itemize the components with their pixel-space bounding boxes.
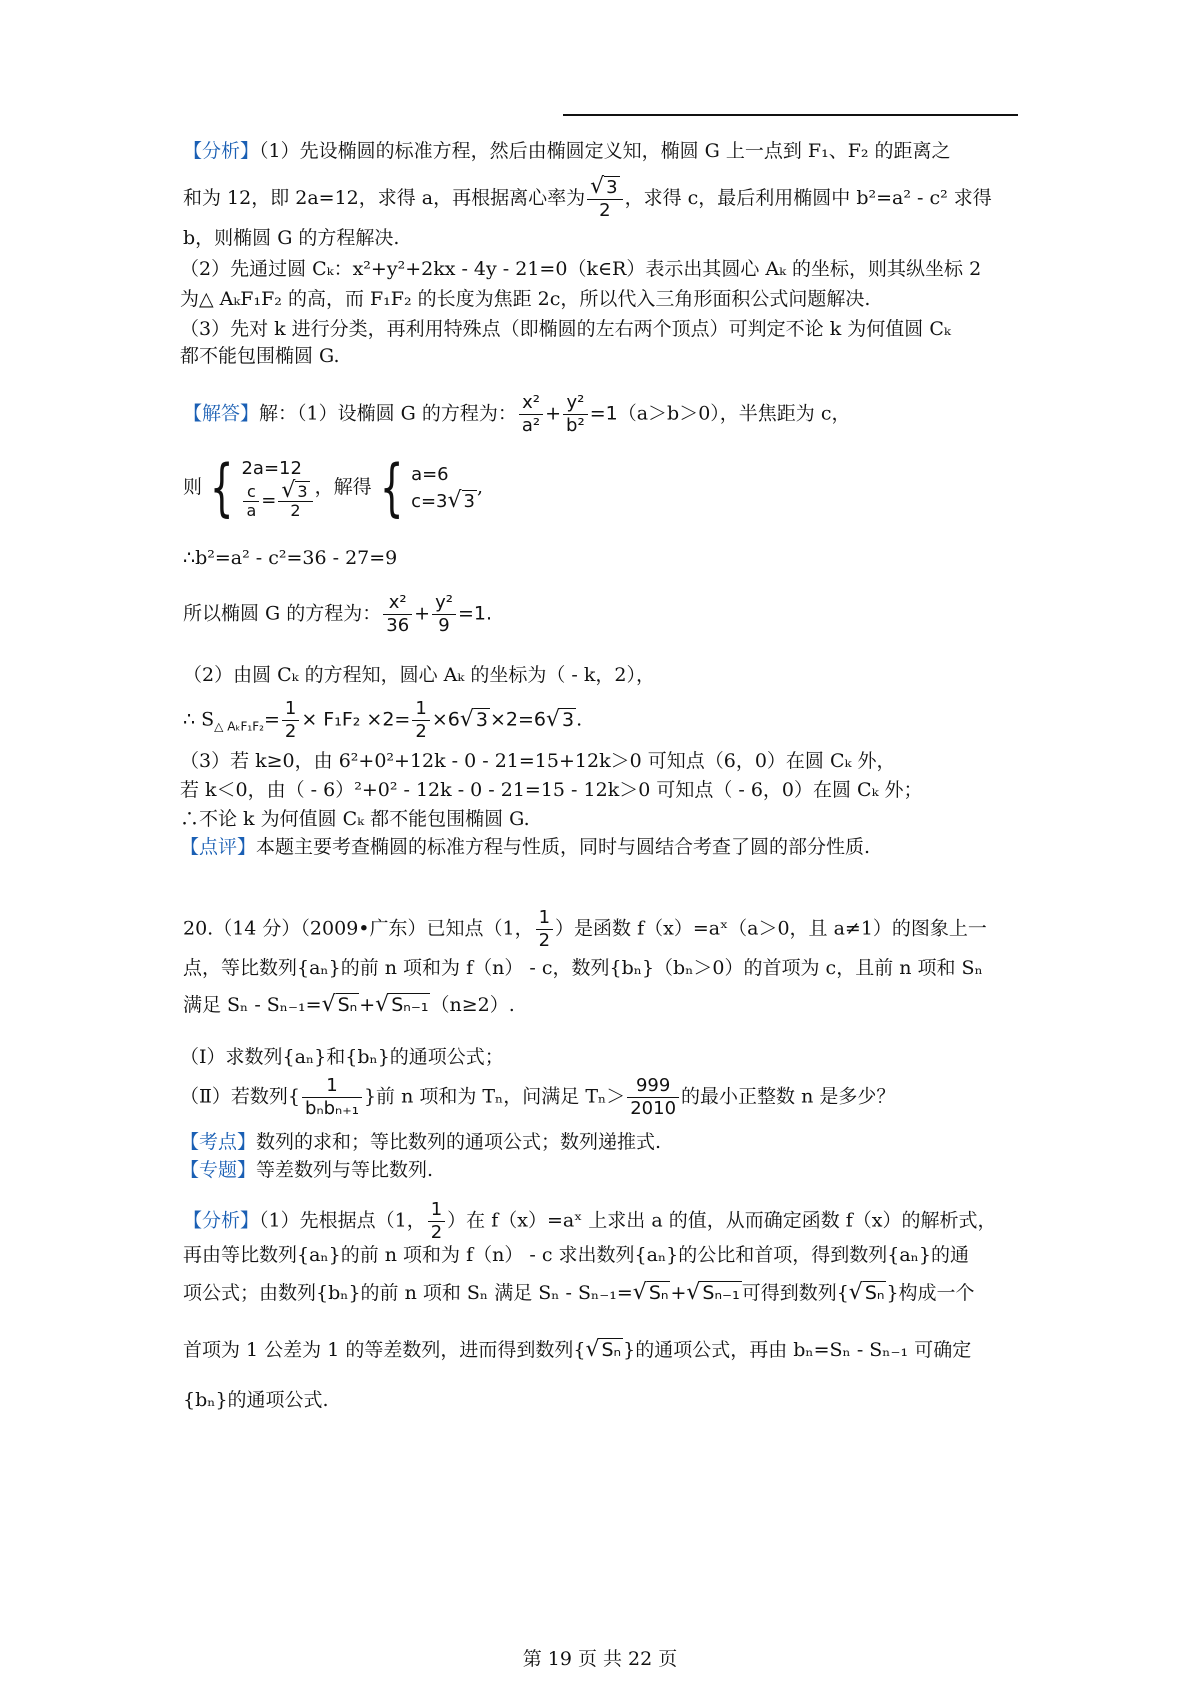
analysis-line: 【分析】（1）先设椭圆的标准方程，然后由椭圆定义知，椭圆 G 上一点到 F₁、F₂ 的距离之 xyxy=(183,140,951,162)
zhuanti-line: 【专题】等差数列与等比数列. xyxy=(180,1159,434,1181)
analysis-line: b，则椭圆 G 的方程解决. xyxy=(183,227,400,249)
page-footer: 第 19 页 共 22 页 xyxy=(522,1648,678,1670)
analysis-tag: 【分析】 xyxy=(183,1209,260,1232)
question-line: （Ⅰ）求数列{aₙ}和{bₙ}的通项公式； xyxy=(180,1046,504,1068)
analysis-line: 和为 12，即 2a=12，求得 a，再根据离心率为 $\frac{√ 3}{2}$ ，求得 c，最后利用椭圆中 b²=a² - c² 求得 xyxy=(183,174,992,221)
analysis-line: 项公式；由数列{bₙ}的前 n 项和 Sₙ 满足 Sₙ - Sₙ₋₁=√ Sₙ +√ Sₙ₋₁ 可得到数列{√ Sₙ }构成一个 xyxy=(183,1280,975,1305)
answer-line: ∴b²=a² - c²=36 - 27=9 xyxy=(183,547,398,569)
kaodian-tag: 【考点】 xyxy=(180,1131,257,1153)
fraction: $\frac{√ 3}{2}$ xyxy=(587,176,622,222)
answer-blank-line xyxy=(563,114,1018,116)
answer-line: （3）若 k≥0，由 6²+0²+12k - 0 - 21=15+12k＞0 可知点（6，0）在圆 Cₖ 外， xyxy=(180,750,896,772)
question-line: 点，等比数列{aₙ}的前 n 项和为 f（n） - c，数列{bₙ}（bₙ＞0）的首项为 c，且前 n 项和 Sₙ xyxy=(183,957,983,979)
question-line: （Ⅱ）若数列{ $\frac{1}{\text{bₙbₙ₊₁}}$ }前 n 项和为 Tₙ，问满足 Tₙ＞ $\frac{999}{2010}$ 的最小正整数 n 是多少？ xyxy=(180,1075,896,1119)
answer-line: ∴不论 k 为何值圆 Cₖ 都不能包围椭圆 G. xyxy=(180,808,530,830)
analysis-line: 首项为 1 公差为 1 的等差数列，进而得到数列{√ Sₙ }的通项公式，再由 bₙ=Sₙ - Sₙ₋₁ 可确定 xyxy=(183,1337,972,1362)
answer-line: 【解答】解：（1）设椭圆 G 的方程为： $\frac{\text{x²}}{\text{a²}}$ + $\frac{\text{y²}}{\text{b²}}$ =1（a＞b＞0），半焦距为 c， xyxy=(183,392,851,436)
system-line: 则 { 2a=12 $\frac{c}{a}$ = $\frac{√ 3}{2}$ ，解得 { a=6 c=3√ 3 , xyxy=(183,451,484,524)
comment-tag: 【点评】 xyxy=(180,836,257,858)
answer-line: ∴ $S_{\triangle A_kF_1F_2}=$ $\frac{1}{2}$ × F₁F₂ ×2= $\frac{1}{2}$ ×6√ 3 ×2=6√ 3 . xyxy=(183,698,583,742)
analysis-line: （2）先通过圆 Cₖ：x²+y²+2kx - 4y - 21=0（k∈R）表示出其圆心 Aₖ 的坐标，则其纵坐标 2 xyxy=(180,258,982,280)
question-line: 满足 Sₙ - Sₙ₋₁=√ Sₙ +√ Sₙ₋₁ （n≥2）. xyxy=(183,992,515,1017)
answer-line: 若 k＜0，由（ - 6）²+0² - 12k - 0 - 21=15 - 12k＞0 可知点（ - 6，0）在圆 Cₖ 外； xyxy=(180,779,923,801)
analysis-line: 【分析】（1）先根据点（1， $\frac{1}{2}$ ）在 f（x）=aˣ 上求出 a 的值，从而确定函数 f（x）的解析式， xyxy=(183,1199,997,1243)
analysis-line: （3）先对 k 进行分类，再利用特殊点（即椭圆的左右两个顶点）可判定不论 k 为何值圆 Cₖ xyxy=(180,318,951,340)
analysis-line: {bₙ}的通项公式. xyxy=(183,1389,329,1411)
question-line: 20.（14 分）（2009•广东）已知点（1， $\frac{1}{2}$ ）是函数 f（x）=aˣ（a＞0，且 a≠1）的图象上一 xyxy=(183,907,987,951)
analysis-line: 为△ AₖF₁F₂ 的高，而 F₁F₂ 的长度为焦距 2c，所以代入三角形面积公式问题解决. xyxy=(180,288,871,310)
analysis-tag: 【分析】 xyxy=(183,140,260,162)
zhuanti-tag: 【专题】 xyxy=(180,1159,257,1181)
analysis-line: 再由等比数列{aₙ}的前 n 项和为 f（n） - c 求出数列{aₙ}的公比和首项，得到数列{aₙ}的通 xyxy=(183,1244,969,1266)
answer-line: （2）由圆 Cₖ 的方程知，圆心 Aₖ 的坐标为（ - k，2）， xyxy=(183,664,655,686)
answer-tag: 【解答】 xyxy=(183,402,260,425)
answer-line: 所以椭圆 G 的方程为： $\frac{\text{x²}}{36}$ + $\frac{\text{y²}}{9}$ =1. xyxy=(183,592,493,636)
kaodian-line: 【考点】数列的求和；等比数列的通项公式；数列递推式. xyxy=(180,1131,662,1153)
comment-line: 【点评】本题主要考查椭圆的标准方程与性质，同时与圆结合考查了圆的部分性质. xyxy=(180,836,871,858)
analysis-line: 都不能包围椭圆 G. xyxy=(180,345,340,367)
